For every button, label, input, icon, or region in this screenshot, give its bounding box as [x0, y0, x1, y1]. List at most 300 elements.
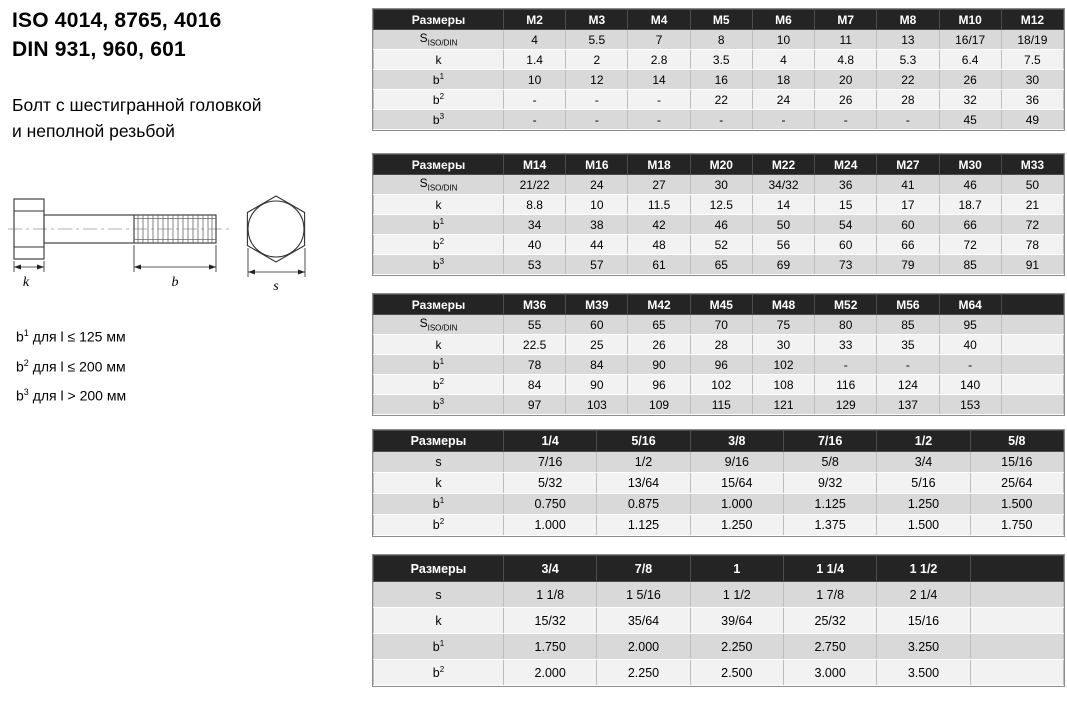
- value-cell: 95: [939, 315, 1001, 335]
- size-header: M24: [815, 155, 877, 175]
- row-label: k: [374, 473, 504, 494]
- size-header: M18: [628, 155, 690, 175]
- row-label: $S_{ISO/DIN}$: [374, 30, 504, 50]
- note-symbol: b: [16, 328, 24, 345]
- value-cell: 7/16: [504, 452, 597, 473]
- value-cell: 2.750: [783, 634, 876, 660]
- size-header: 1 1/2: [877, 556, 970, 582]
- value-cell: 2 1/4: [877, 582, 970, 608]
- value-cell: 1.000: [690, 494, 783, 515]
- value-cell: 35: [877, 335, 939, 355]
- value-cell: -: [877, 110, 939, 130]
- value-cell: 108: [752, 375, 814, 395]
- row-label: $S_{ISO/DIN}$: [374, 175, 504, 195]
- table-row: [374, 395, 1064, 415]
- value-cell: 84: [566, 355, 628, 375]
- note-text: для l ≤ 125 мм: [28, 328, 126, 345]
- value-cell: 10: [566, 195, 628, 215]
- subtitle-line-2: и неполной резьбой: [12, 121, 175, 141]
- value-cell: 66: [939, 215, 1001, 235]
- table-row: [374, 608, 1064, 634]
- value-cell: 72: [939, 235, 1001, 255]
- size-header: [970, 556, 1063, 582]
- table-row: [374, 452, 1064, 473]
- size-header: M2: [504, 10, 566, 30]
- size-header: M5: [690, 10, 752, 30]
- value-cell: 75: [752, 315, 814, 335]
- size-header: 5/16: [597, 431, 690, 452]
- value-cell: 42: [628, 215, 690, 235]
- value-cell: 13/64: [597, 473, 690, 494]
- header-row: [374, 10, 1064, 30]
- value-cell: 102: [752, 355, 814, 375]
- value-cell: 1.375: [783, 515, 876, 536]
- value-cell: -: [628, 110, 690, 130]
- size-header: 1/4: [504, 431, 597, 452]
- size-header: M4: [628, 10, 690, 30]
- bolt-drawing: [8, 190, 353, 300]
- value-cell: 27: [628, 175, 690, 195]
- value-cell: 96: [628, 375, 690, 395]
- value-cell: 124: [877, 375, 939, 395]
- value-cell: 36: [1001, 90, 1063, 110]
- table-row: [374, 660, 1064, 686]
- value-cell: 5/32: [504, 473, 597, 494]
- value-cell: 91: [1001, 255, 1063, 275]
- value-cell: 18.7: [939, 195, 1001, 215]
- value-cell: 2.250: [690, 634, 783, 660]
- size-header: M39: [566, 295, 628, 315]
- size-header: M30: [939, 155, 1001, 175]
- value-cell: 2: [566, 50, 628, 70]
- value-cell: 116: [815, 375, 877, 395]
- value-cell: 102: [690, 375, 752, 395]
- value-cell: [1001, 375, 1063, 395]
- header-row: [374, 556, 1064, 582]
- value-cell: 1.500: [970, 494, 1063, 515]
- note-symbol: b: [16, 358, 24, 375]
- value-cell: 115: [690, 395, 752, 415]
- value-cell: 9/32: [783, 473, 876, 494]
- value-cell: 1/2: [597, 452, 690, 473]
- value-cell: 1.750: [970, 515, 1063, 536]
- value-cell: 38: [566, 215, 628, 235]
- value-cell: [970, 608, 1063, 634]
- dimension-table-2-grid: [373, 154, 1064, 275]
- value-cell: 8: [690, 30, 752, 50]
- dimension-table-4-grid: [373, 430, 1064, 536]
- note-symbol: b: [16, 387, 24, 404]
- value-cell: 24: [566, 175, 628, 195]
- value-cell: 15/64: [690, 473, 783, 494]
- size-header: 7/16: [783, 431, 876, 452]
- row-label: k: [374, 335, 504, 355]
- value-cell: 1 1/8: [504, 582, 597, 608]
- value-cell: 26: [628, 335, 690, 355]
- value-cell: 21: [1001, 195, 1063, 215]
- value-cell: 50: [1001, 175, 1063, 195]
- value-cell: -: [504, 110, 566, 130]
- value-cell: 3.500: [877, 660, 970, 686]
- note-text: для l ≤ 200 мм: [28, 358, 126, 375]
- value-cell: 2.000: [597, 634, 690, 660]
- value-cell: [970, 634, 1063, 660]
- size-header: M36: [504, 295, 566, 315]
- value-cell: 46: [690, 215, 752, 235]
- row-label: s: [374, 452, 504, 473]
- value-cell: 4.8: [815, 50, 877, 70]
- note-b2: [16, 350, 126, 380]
- dimension-table-5: [372, 554, 1065, 687]
- table-row: [374, 315, 1064, 335]
- table-row: [374, 30, 1064, 50]
- s-label: s: [273, 279, 279, 294]
- value-cell: -: [628, 90, 690, 110]
- value-cell: 11.5: [628, 195, 690, 215]
- row-label: k: [374, 50, 504, 70]
- size-header: M10: [939, 10, 1001, 30]
- size-header: M14: [504, 155, 566, 175]
- tables-region: [372, 8, 1065, 687]
- table-row: [374, 215, 1064, 235]
- value-cell: 24: [752, 90, 814, 110]
- table-row: [374, 634, 1064, 660]
- size-header: M22: [752, 155, 814, 175]
- value-cell: 153: [939, 395, 1001, 415]
- row-label: $b^2$: [374, 375, 504, 395]
- value-cell: 80: [815, 315, 877, 335]
- value-cell: 32: [939, 90, 1001, 110]
- header-row: [374, 155, 1064, 175]
- note-sup: 2: [23, 357, 29, 368]
- value-cell: 15/16: [877, 608, 970, 634]
- dimension-table-3: [372, 293, 1065, 416]
- value-cell: 5.5: [566, 30, 628, 50]
- value-cell: 79: [877, 255, 939, 275]
- dimension-table-1: [372, 8, 1065, 131]
- value-cell: 90: [628, 355, 690, 375]
- value-cell: 25/32: [783, 608, 876, 634]
- subtitle-line-1: Болт с шестигранной головкой: [12, 95, 262, 115]
- value-cell: 55: [504, 315, 566, 335]
- value-cell: 1.250: [877, 494, 970, 515]
- table-row: [374, 375, 1064, 395]
- dimension-k: [14, 261, 44, 290]
- value-cell: 56: [752, 235, 814, 255]
- value-cell: 15: [815, 195, 877, 215]
- value-cell: [1001, 355, 1063, 375]
- value-cell: 25/64: [970, 473, 1063, 494]
- value-cell: -: [566, 110, 628, 130]
- value-cell: 70: [690, 315, 752, 335]
- value-cell: 97: [504, 395, 566, 415]
- table-row: [374, 50, 1064, 70]
- value-cell: 17: [877, 195, 939, 215]
- page-title: [12, 6, 222, 64]
- value-cell: -: [504, 90, 566, 110]
- note-b3: [16, 379, 126, 409]
- note-b1: [16, 320, 126, 350]
- value-cell: -: [815, 110, 877, 130]
- row-label: $b^2$: [374, 660, 504, 686]
- size-header: 5/8: [970, 431, 1063, 452]
- value-cell: 22.5: [504, 335, 566, 355]
- sizes-column-header: Размеры: [374, 556, 504, 582]
- value-cell: 4: [504, 30, 566, 50]
- table-row: [374, 255, 1064, 275]
- note-sup: 1: [23, 328, 29, 338]
- value-cell: 22: [690, 90, 752, 110]
- value-cell: 96: [690, 355, 752, 375]
- table-row: [374, 515, 1064, 536]
- thread-hatch: [138, 215, 212, 243]
- value-cell: 10: [504, 70, 566, 90]
- size-header: 7/8: [597, 556, 690, 582]
- dimension-table-5-grid: [373, 555, 1064, 686]
- value-cell: -: [690, 110, 752, 130]
- table-row: [374, 70, 1064, 90]
- k-label: k: [22, 275, 30, 290]
- value-cell: 33: [815, 335, 877, 355]
- row-label: $b^1$: [374, 355, 504, 375]
- value-cell: 7.5: [1001, 50, 1063, 70]
- table-row: [374, 355, 1064, 375]
- value-cell: 140: [939, 375, 1001, 395]
- value-cell: 39/64: [690, 608, 783, 634]
- table-row: [374, 195, 1064, 215]
- value-cell: 48: [628, 235, 690, 255]
- value-cell: 0.875: [597, 494, 690, 515]
- size-header: 3/8: [690, 431, 783, 452]
- value-cell: 65: [628, 315, 690, 335]
- value-cell: 1.000: [504, 515, 597, 536]
- value-cell: 10: [752, 30, 814, 50]
- value-cell: 18: [752, 70, 814, 90]
- value-cell: 69: [752, 255, 814, 275]
- value-cell: 12: [566, 70, 628, 90]
- value-cell: 72: [1001, 215, 1063, 235]
- note-sup: 3: [23, 387, 29, 398]
- row-label: $b^3$: [374, 110, 504, 130]
- value-cell: 103: [566, 395, 628, 415]
- value-cell: 26: [815, 90, 877, 110]
- value-cell: 9/16: [690, 452, 783, 473]
- value-cell: [1001, 395, 1063, 415]
- size-header: M48: [752, 295, 814, 315]
- note-text: для l > 200 мм: [28, 387, 127, 404]
- sizes-column-header: Размеры: [374, 10, 504, 30]
- value-cell: 3.5: [690, 50, 752, 70]
- value-cell: [1001, 335, 1063, 355]
- size-header: M8: [877, 10, 939, 30]
- value-cell: 30: [690, 175, 752, 195]
- value-cell: 0.750: [504, 494, 597, 515]
- value-cell: 16/17: [939, 30, 1001, 50]
- table-row: [374, 473, 1064, 494]
- value-cell: 60: [815, 235, 877, 255]
- table-row: [374, 335, 1064, 355]
- table-row: [374, 235, 1064, 255]
- value-cell: 21/22: [504, 175, 566, 195]
- value-cell: 4: [752, 50, 814, 70]
- table-row: [374, 494, 1064, 515]
- table-row: [374, 90, 1064, 110]
- size-header: M16: [566, 155, 628, 175]
- dimension-table-2: [372, 153, 1065, 276]
- value-cell: -: [939, 355, 1001, 375]
- value-cell: 1 1/2: [690, 582, 783, 608]
- value-cell: 30: [1001, 70, 1063, 90]
- value-cell: 78: [1001, 235, 1063, 255]
- value-cell: 7: [628, 30, 690, 50]
- row-label: k: [374, 608, 504, 634]
- dimension-table-1-grid: [373, 9, 1064, 130]
- value-cell: 15/16: [970, 452, 1063, 473]
- value-cell: 60: [566, 315, 628, 335]
- value-cell: 14: [628, 70, 690, 90]
- row-label: $b^1$: [374, 634, 504, 660]
- value-cell: 34/32: [752, 175, 814, 195]
- b-label: b: [171, 275, 179, 290]
- title-line-din: DIN 931, 960, 601: [12, 38, 186, 61]
- row-label: $b^1$: [374, 70, 504, 90]
- size-header: M52: [815, 295, 877, 315]
- row-label: $b^1$: [374, 494, 504, 515]
- row-label: $b^2$: [374, 515, 504, 536]
- value-cell: -: [752, 110, 814, 130]
- value-cell: 2.8: [628, 50, 690, 70]
- size-header: 1: [690, 556, 783, 582]
- value-cell: 78: [504, 355, 566, 375]
- value-cell: 85: [877, 315, 939, 335]
- sizes-column-header: Размеры: [374, 431, 504, 452]
- row-label: k: [374, 195, 504, 215]
- value-cell: 2.500: [690, 660, 783, 686]
- value-cell: 34: [504, 215, 566, 235]
- header-row: [374, 431, 1064, 452]
- value-cell: 1.250: [690, 515, 783, 536]
- value-cell: 28: [877, 90, 939, 110]
- value-cell: [970, 582, 1063, 608]
- size-header: M56: [877, 295, 939, 315]
- dimension-s: [248, 248, 305, 294]
- table-row: [374, 110, 1064, 130]
- value-cell: 13: [877, 30, 939, 50]
- sizes-column-header: Размеры: [374, 295, 504, 315]
- value-cell: 25: [566, 335, 628, 355]
- dimension-table-4: [372, 429, 1065, 537]
- size-header: M12: [1001, 10, 1063, 30]
- row-label: $b^1$: [374, 215, 504, 235]
- row-label: s: [374, 582, 504, 608]
- value-cell: 18/19: [1001, 30, 1063, 50]
- size-header: M20: [690, 155, 752, 175]
- value-cell: 65: [690, 255, 752, 275]
- value-cell: 5/8: [783, 452, 876, 473]
- value-cell: 30: [752, 335, 814, 355]
- value-cell: 60: [877, 215, 939, 235]
- value-cell: 52: [690, 235, 752, 255]
- value-cell: 6.4: [939, 50, 1001, 70]
- row-label: $b^2$: [374, 90, 504, 110]
- value-cell: 109: [628, 395, 690, 415]
- value-cell: 16: [690, 70, 752, 90]
- value-cell: 1.125: [783, 494, 876, 515]
- value-cell: -: [877, 355, 939, 375]
- value-cell: 41: [877, 175, 939, 195]
- sizes-column-header: Размеры: [374, 155, 504, 175]
- value-cell: 121: [752, 395, 814, 415]
- value-cell: 85: [939, 255, 1001, 275]
- value-cell: 53: [504, 255, 566, 275]
- size-header: 1 1/4: [783, 556, 876, 582]
- value-cell: 50: [752, 215, 814, 235]
- size-header: [1001, 295, 1063, 315]
- value-cell: 57: [566, 255, 628, 275]
- value-cell: 84: [504, 375, 566, 395]
- subtitle: [12, 92, 262, 144]
- hex-end-view: [247, 196, 304, 262]
- value-cell: 15/32: [504, 608, 597, 634]
- value-cell: 11: [815, 30, 877, 50]
- value-cell: 49: [1001, 110, 1063, 130]
- size-header: 1/2: [877, 431, 970, 452]
- value-cell: 14: [752, 195, 814, 215]
- value-cell: 40: [939, 335, 1001, 355]
- value-cell: 1.4: [504, 50, 566, 70]
- value-cell: 8.8: [504, 195, 566, 215]
- value-cell: 3.000: [783, 660, 876, 686]
- value-cell: 40: [504, 235, 566, 255]
- size-header: M6: [752, 10, 814, 30]
- value-cell: 1 7/8: [783, 582, 876, 608]
- value-cell: 61: [628, 255, 690, 275]
- value-cell: 22: [877, 70, 939, 90]
- value-cell: 5/16: [877, 473, 970, 494]
- value-cell: 3.250: [877, 634, 970, 660]
- value-cell: 1 5/16: [597, 582, 690, 608]
- value-cell: -: [566, 90, 628, 110]
- value-cell: 1.125: [597, 515, 690, 536]
- size-header: 3/4: [504, 556, 597, 582]
- row-label: $b^3$: [374, 255, 504, 275]
- value-cell: 73: [815, 255, 877, 275]
- value-cell: 26: [939, 70, 1001, 90]
- dimension-table-3-grid: [373, 294, 1064, 415]
- value-cell: 1.750: [504, 634, 597, 660]
- value-cell: 20: [815, 70, 877, 90]
- value-cell: 90: [566, 375, 628, 395]
- value-cell: 35/64: [597, 608, 690, 634]
- size-header: M3: [566, 10, 628, 30]
- value-cell: 66: [877, 235, 939, 255]
- row-label: $b^2$: [374, 235, 504, 255]
- value-cell: 44: [566, 235, 628, 255]
- value-cell: 36: [815, 175, 877, 195]
- value-cell: 129: [815, 395, 877, 415]
- table-row: [374, 175, 1064, 195]
- row-label: $S_{ISO/DIN}$: [374, 315, 504, 335]
- value-cell: 137: [877, 395, 939, 415]
- title-line-iso: ISO 4014, 8765, 4016: [12, 9, 222, 32]
- size-header: M33: [1001, 155, 1063, 175]
- size-header: M42: [628, 295, 690, 315]
- value-cell: 5.3: [877, 50, 939, 70]
- size-header: M27: [877, 155, 939, 175]
- value-cell: 2.000: [504, 660, 597, 686]
- thread-length-notes: [16, 320, 126, 409]
- value-cell: 2.250: [597, 660, 690, 686]
